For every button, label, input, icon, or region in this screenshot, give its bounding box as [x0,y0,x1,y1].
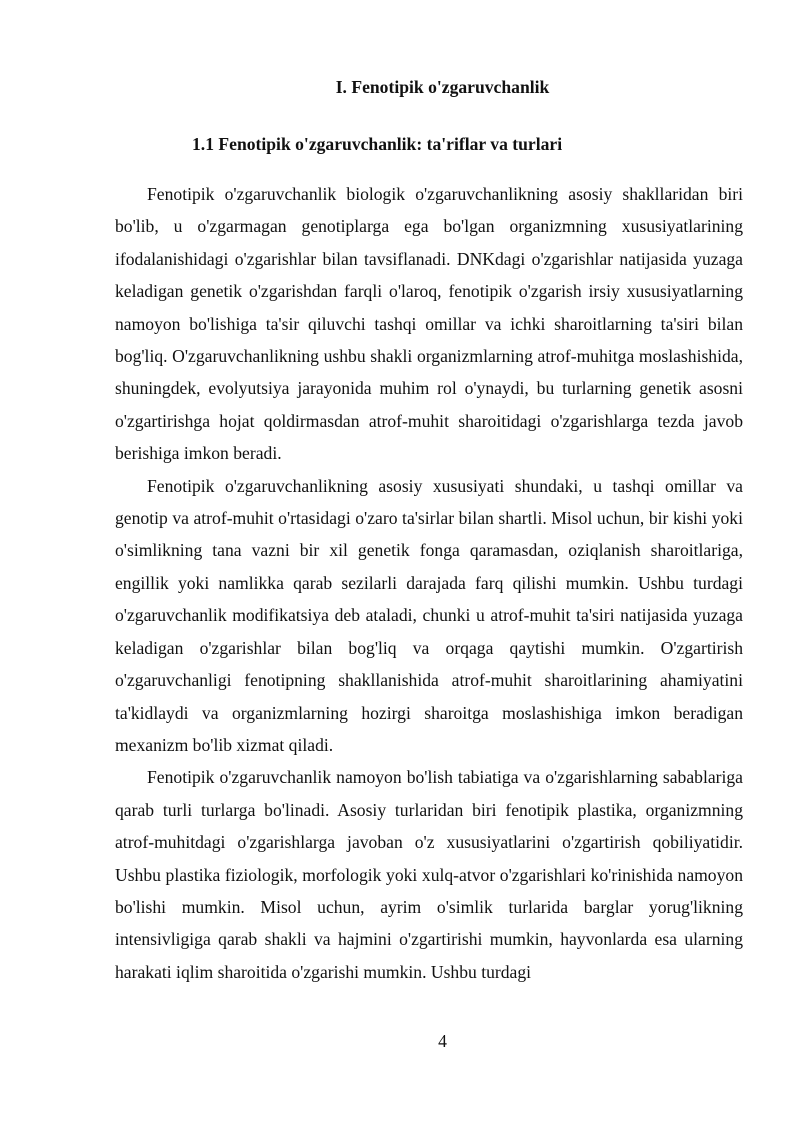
paragraph-1: Fenotipik o'zgaruvchanlik biologik o'zgaruvchanlikning asosiy shakllaridan biri bo'lib, u o'zgarmagan genotiplarga ega bo'lgan organizmning xususiyatlarining ifodalanishidagi o'zgarishlar bilan tavsiflanadi. DNKdagi o'zgarishlar natijasida yuzaga keladigan genetik o'zgarishdan farqli o'laroq, fenotipik o'zgarish irsiy xususiyatlarning namoyon bo'lishiga ta'sir qiluvchi tashqi omillar va ichki sharoitlarning ta'siri bilan bog'liq. O'zgaruvchanlikning ushbu shakli organizmlarning atrof-muhitga moslashishida, shuningdek, evolyutsiya jarayonida muhim rol o'ynaydi, bu turlarning genetik asosni o'zgartirishga hojat qoldirmasdan atrof-muhit sharoitidagi o'zgarishlarga tezda javob berishiga imkon beradi. [115,184,743,464]
body-text [115,178,743,988]
paragraph-2: Fenotipik o'zgaruvchanlikning asosiy xususiyati shundaki, u tashqi omillar va genotip va atrof-muhit o'rtasidagi o'zaro ta'sirlar bilan shartli. Misol uchun, bir kishi yoki o'simlikning tana vazni bir xil genetik fonga qaramasdan, oziqlanish sharoitlariga, engillik yoki namlikka qarab sezilarli darajada farq qilishi mumkin. Ushbu turdagi o'zgaruvchanlik modifikatsiya deb ataladi, chunki u atrof-muhit ta'siri natijasida yuzaga keladigan o'zgarishlar bilan bog'liq va orqaga qaytishi mumkin. O'zgartirish o'zgaruvchanligi fenotipning shakllanishida atrof-muhit sharoitlarining ahamiyatini ta'kidlaydi va organizmlarning hozirgi sharoitga moslashishiga imkon beradigan mexanizm bo'lib xizmat qiladi. [115,475,743,755]
section-title: 1.1 Fenotipik o'zgaruvchanlik: ta'riflar va turlari [192,134,563,154]
chapter-title: I. Fenotipik o'zgaruvchanlik [335,77,550,97]
page-number: 4 [438,1031,447,1051]
paragraph-3: Fenotipik o'zgaruvchanlik namoyon bo'lish tabiatiga va o'zgarishlarning sabablariga qarab turli turlarga bo'linadi. Asosiy turlaridan biri fenotipik plastika, organizmning atrof-muhitdagi o'zgarishlarga javoban o'z xususiyatlarini o'zgartirish qobiliyatidir. Ushbu plastika fiziologik, morfologik yoki xulq-atvor o'zgarishlari ko'rinishida namoyon bo'lishi mumkin. Misol uchun, ayrim o'simlik turlarida barglar yorug'likning intensivligiga qarab shakli va hajmini o'zgartirishi mumkin, hayvonlarda esa ularning harakati iqlim sharoitida o'zgarishi mumkin. Ushbu turdagi [115,767,743,982]
